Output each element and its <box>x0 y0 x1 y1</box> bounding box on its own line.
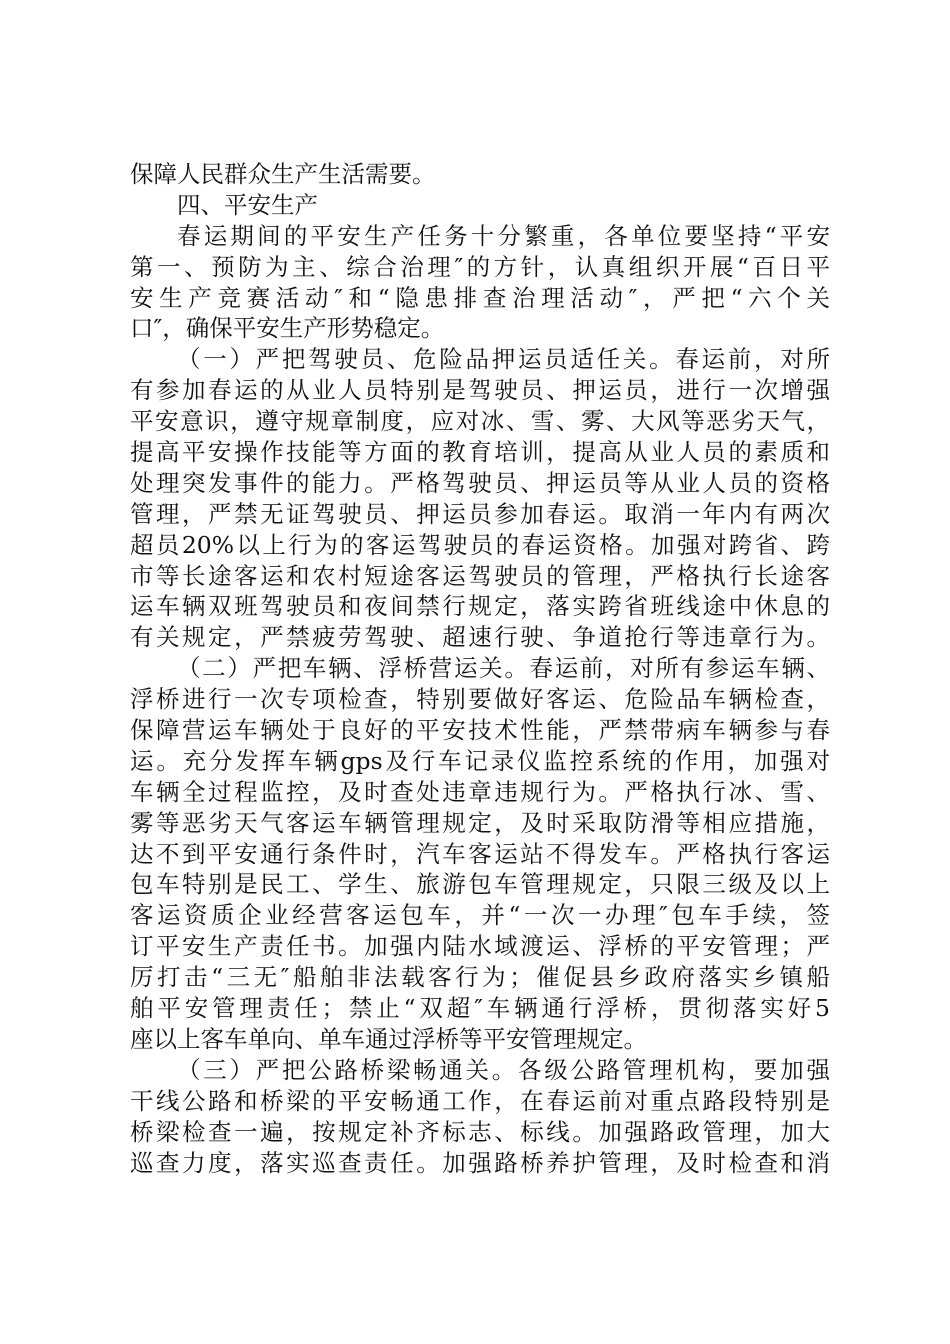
text-line: 春运期间的平安生产任务十分繁重，各单位要坚持“平安 <box>177 221 830 250</box>
document-body <box>130 159 830 1178</box>
text-line: 桥梁检查一遍，按规定补齐标志、标线。加强路政管理，加大 <box>130 1117 830 1146</box>
text-line: 雾等恶劣天气客运车辆管理规定，及时采取防滑等相应措施， <box>130 808 830 837</box>
text-line: 保障人民群众生产生活需要。 <box>130 160 436 188</box>
text-line: 客运资质企业经营客运包车，并“一次一办理″包车手续，签 <box>130 901 830 930</box>
text-line: 安生产竞赛活动″和“隐患排查治理活动″，严把“六个关 <box>130 283 830 312</box>
text-line: 舶平安管理责任；禁止“双超″车辆通行浮桥，贯彻落实好5 <box>130 994 830 1023</box>
text-line: （三）严把公路桥梁畅通关。各级公路管理机构，要加强 <box>177 1055 830 1084</box>
text-line: 厉打击“三无″船舶非法载客行为；催促县乡政府落实乡镇船 <box>130 963 830 992</box>
text-line: （二）严把车辆、浮桥营运关。春运前，对所有参运车辆、 <box>177 654 830 683</box>
text-line: 有关规定，严禁疲劳驾驶、超速行驶、争道抢行等违章行为。 <box>130 623 830 652</box>
text-line: 管理，严禁无证驾驶员、押运员参加春运。取消一年内有两次 <box>130 499 830 528</box>
text-line: 运。充分发挥车辆gps及行车记录仪监控系统的作用，加强对 <box>130 746 830 775</box>
text-line: 巡查力度，落实巡查责任。加强路桥养护管理，及时检查和消 <box>130 1148 830 1177</box>
text-line: 达不到平安通行条件时，汽车客运站不得发车。严格执行客运 <box>130 839 830 868</box>
text-line: 有参加春运的从业人员特别是驾驶员、押运员，进行一次增强 <box>130 376 830 405</box>
text-line: 车辆全过程监控，及时查处违章违规行为。严格执行冰、雪、 <box>130 777 830 806</box>
text-line: 座以上客车单向、单车通过浮桥等平安管理规定。 <box>130 1024 647 1053</box>
text-line: 市等长途客运和农村短途客运驾驶员的管理，严格执行长途客 <box>130 561 830 590</box>
text-line: 口″，确保平安生产形势稳定。 <box>130 314 445 343</box>
text-line: 运车辆双班驾驶员和夜间禁行规定，落实跨省班线途中休息的 <box>130 592 830 621</box>
text-line: 保障营运车辆处于良好的平安技术性能，严禁带病车辆参与春 <box>130 716 830 745</box>
text-line: 提高平安操作技能等方面的教育培训，提高从业人员的素质和 <box>130 438 830 467</box>
text-line: 浮桥进行一次专项检查，特别要做好客运、危险品车辆检查， <box>130 685 830 714</box>
text-line: 平安意识，遵守规章制度，应对冰、雪、雾、大风等恶劣天气， <box>130 407 830 436</box>
text-line: 四、平安生产 <box>177 190 318 219</box>
text-line: 第一、预防为主、综合治理″的方针，认真组织开展“百日平 <box>130 252 830 281</box>
text-line: 包车特别是民工、学生、旅游包车管理规定，只限三级及以上 <box>130 870 830 899</box>
text-line: 超员20%以上行为的客运驾驶员的春运资格。加强对跨省、跨 <box>130 530 830 559</box>
text-line: （一）严把驾驶员、危险品押运员适任关。春运前，对所 <box>177 345 830 374</box>
text-line: 订平安生产责任书。加强内陆水域渡运、浮桥的平安管理；严 <box>130 932 830 961</box>
text-line: 干线公路和桥梁的平安畅通工作，在春运前对重点路段特别是 <box>130 1086 830 1115</box>
text-line: 处理突发事件的能力。严格驾驶员、押运员等从业人员的资格 <box>130 468 830 497</box>
